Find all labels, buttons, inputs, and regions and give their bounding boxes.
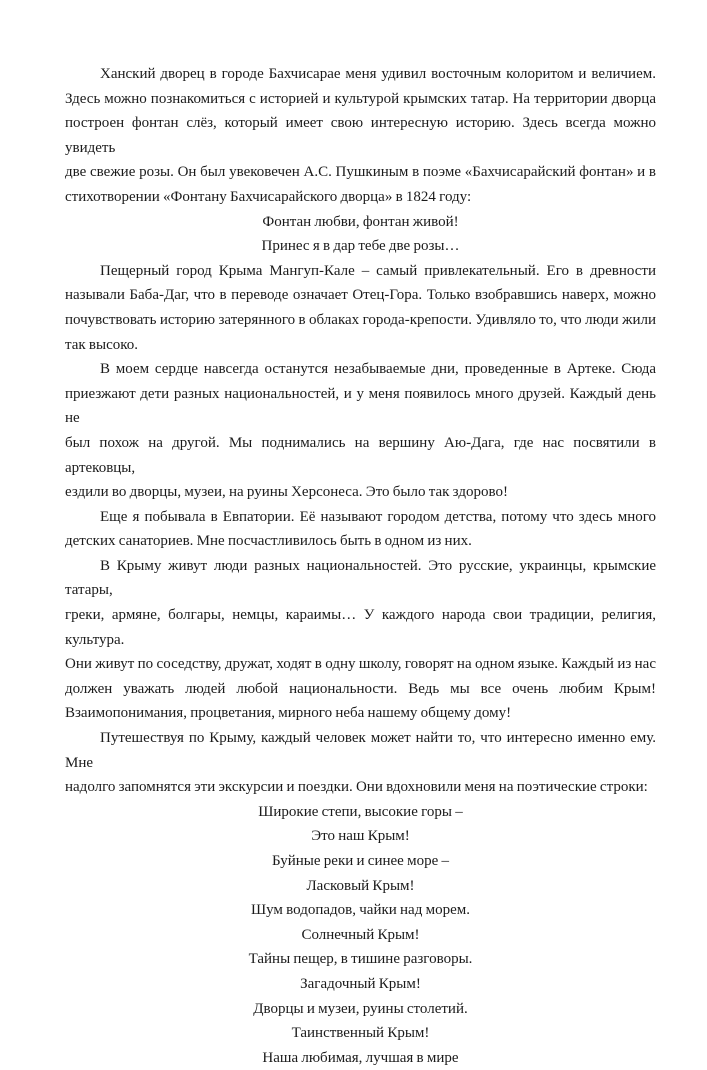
text-line: Путешествуя по Крыму, каждый человек может найти то, что интересно именно ему. Мне [65,730,656,771]
text-line: почувствовать историю затерянного в облаках города-крепости. Удивляло то, что люди жили [65,311,656,328]
text-line: две свежие розы. Он был увековечен А.С. Пушкиным в поэме «Бахчисарайский фонтан» и в [65,164,656,181]
text-line: В Крыму живут люди разных национальностей. Это русские, украинцы, крымские татары, [65,557,656,599]
text-line: должен уважать людей любой национальности. Ведь мы все очень любим Крым! [65,680,656,697]
paragraph-artek [65,357,656,505]
text-line: Фонтан любви, фонтан живой! [262,213,459,230]
text-line: Это наш Крым! [311,828,410,845]
text-line: Ханский дворец в городе Бахчисарае меня удивил восточным колоритом и величием. [100,66,656,82]
text-line: Дворцы и музеи, руины столетий. [253,1000,468,1017]
paragraph-evpatoria [65,505,656,554]
text-line: Таинственный Крым! [291,1025,430,1042]
text-line: Принес я в дар тебе две розы… [261,238,460,255]
text-line: ездили во дворцы, музеи, на руины Херсонеса. Это было так здорово! [65,484,508,501]
paragraph-mangup-kale [65,259,656,357]
text-line: Буйные реки и синее море – [272,853,449,869]
text-line: греки, армяне, болгары, немцы, караимы… У каждого народа свои традиции, религия, культура. [65,607,656,648]
text-line: Они живут по соседству, дружат, ходят в одну школу, говорят на одном языке. Каждый из нас [65,656,656,673]
text-line: Взаимопонимания, процветания, мирного неба нашему общему дому! [65,705,512,722]
text-line: называли Баба-Даг, что в переводе означает Отец-Гора. Только взобравшись наверх, можно [65,287,656,304]
text-line: Ласковый Крым! [306,877,415,894]
text-line: Пещерный город Крыма Мангуп-Кале – самый привлекательный. Его в древности [100,262,656,279]
text-line: построен фонтан слёз, который имеет свою интересную историю. Здесь всегда можно увидеть [65,115,656,156]
verse-poem-krym [65,800,656,1070]
text-line: Загадочный Крым! [300,975,421,992]
text-line: Здесь можно познакомиться с историей и культурой крымских татар. На территории дворца [65,90,656,107]
text-line: надолго запомнятся эти экскурсии и поездки. Они вдохновили меня на поэтические строки: [65,779,648,796]
text-line: стихотворении «Фонтану Бахчисарайского дворца» в 1824 году: [65,188,472,205]
text-line: так высоко. [65,336,139,353]
text-line: детских санаториев. Мне посчастливилось быть в одном из них. [65,533,472,550]
text-line: Еще я побывала в Евпатории. Её называют городом детства, потому что здесь много [100,508,656,525]
text-line: Тайны пещер, в тишине разговоры. [248,951,473,968]
paragraph-travel [65,726,656,800]
paragraph-khansky-dvorets [65,62,656,210]
text-line: Широкие степи, высокие горы – [258,803,463,820]
text-line: был похож на другой. Мы поднимались на вершину Аю-Дага, где нас посвятили в артековцы, [65,434,656,476]
text-line: приезжают дети разных национальностей, и у меня появилось много друзей. Каждый день не [65,385,656,427]
text-line: Солнечный Крым! [301,926,420,943]
text-line: Наша любимая, лучшая в мире [262,1049,459,1066]
paragraph-nationalities [65,554,656,726]
text-line: Шум водопадов, чайки над морем. [250,902,470,919]
text-line: В моем сердце навсегда останутся незабываемые дни, проведенные в Артеке. Сюда [100,361,656,378]
verse-pushkin-quote [65,210,656,259]
